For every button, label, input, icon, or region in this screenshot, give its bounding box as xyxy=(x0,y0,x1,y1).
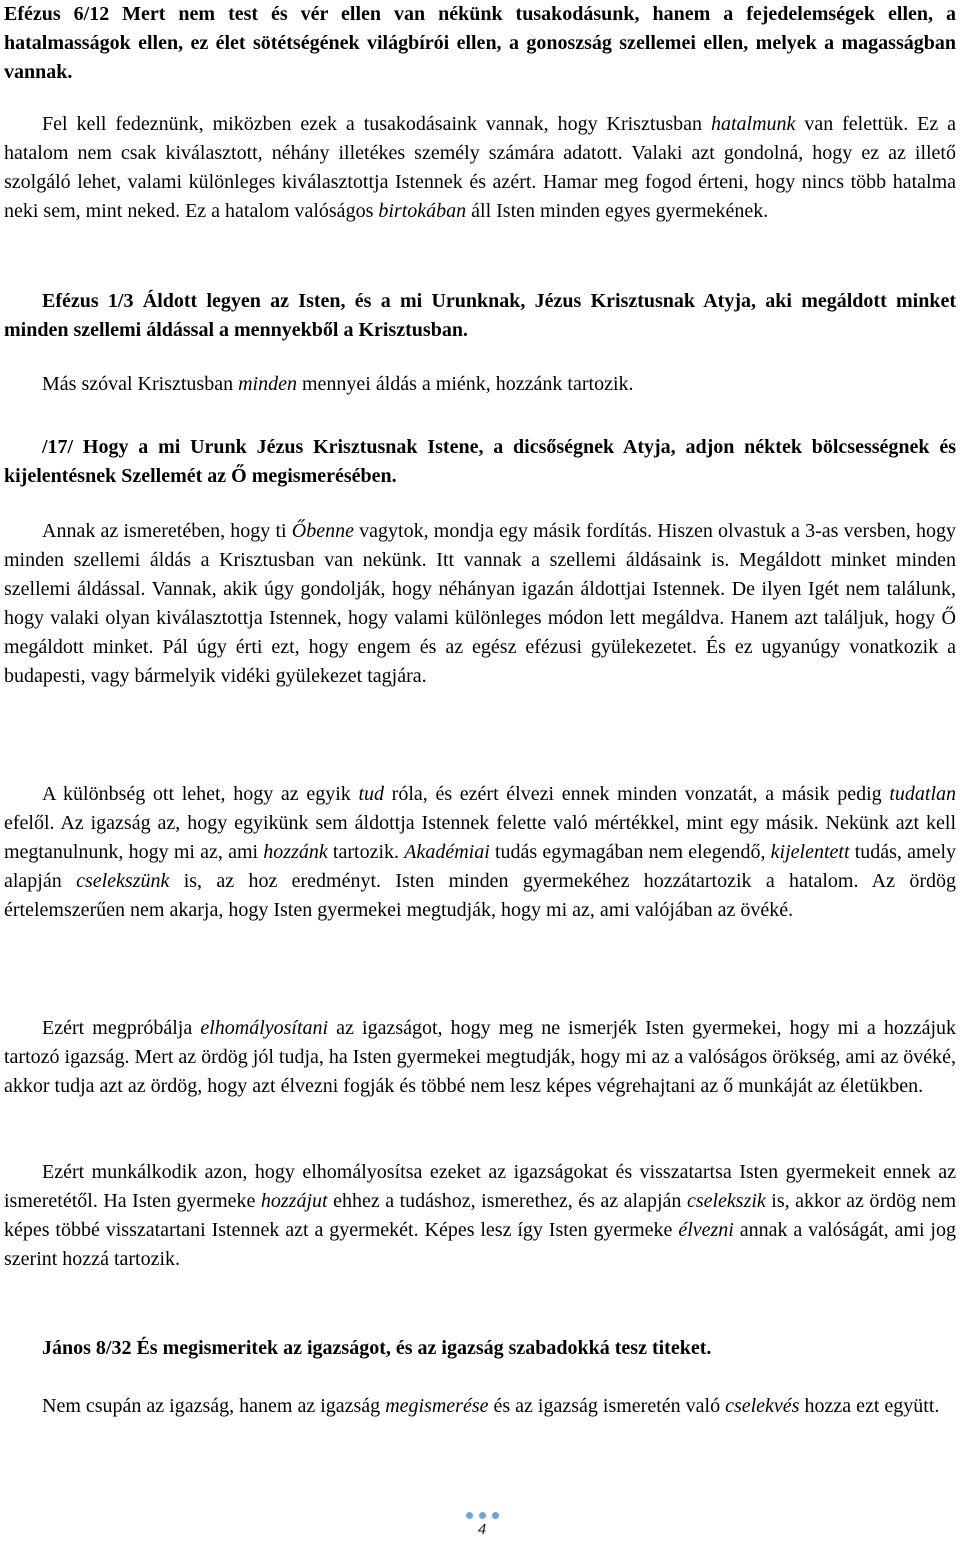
dot-icon xyxy=(479,1512,486,1519)
text-segment: tudás egymagában nem elegendő, xyxy=(489,841,771,863)
emphasis-text: cselekszünk xyxy=(76,870,170,892)
body-paragraph xyxy=(4,1014,956,1101)
emphasis-text: kijelentett xyxy=(770,841,850,863)
dot-icon xyxy=(492,1512,499,1519)
text-segment: is, akkor az ördög nem képes többé visszatartani Istennek azt a gyermekét. Képes lesz így Isten gyermeke xyxy=(4,1190,956,1241)
decorative-dots xyxy=(452,1512,512,1519)
emphasis-text: hozzánk xyxy=(263,841,328,863)
emphasis-text: birtokában xyxy=(378,200,467,222)
emphasis-text: hatalmunk xyxy=(710,113,796,135)
bible-quote-ephesians-1-3 xyxy=(4,287,956,345)
text-segment: áll Isten minden egyes gyermekének. xyxy=(466,200,769,222)
text-segment: Efézus 6/12 Mert nem test és vér ellen van nékünk tusakodásunk, hanem a fejedelemségek ellen, a hatalmasságok ellen, ez élet sötétségének világbírói ellen, a gonoszság szellemei ellen, melyek a magasságban vannak. xyxy=(4,3,956,83)
page-number: 4 xyxy=(477,1521,487,1538)
body-paragraph xyxy=(4,110,956,226)
emphasis-text: cselekvés xyxy=(725,1395,800,1417)
emphasis-text: Akadémiai xyxy=(404,841,490,863)
body-paragraph xyxy=(4,517,956,691)
text-segment: tartozik. xyxy=(327,841,405,863)
body-paragraph xyxy=(4,1392,956,1421)
bible-quote-john-8-32 xyxy=(4,1334,956,1363)
text-segment: mennyei áldás a miénk, hozzánk tartozik. xyxy=(296,373,634,395)
text-segment: Más szóval Krisztusban xyxy=(42,373,239,395)
bible-quote-verse-17 xyxy=(4,433,956,491)
body-paragraph xyxy=(4,370,956,399)
emphasis-text: megismerése xyxy=(385,1395,489,1417)
text-segment: Ezért munkálkodik azon, hogy elhomályosítsa ezeket az igazságokat és visszatartsa Isten gyermekeit ennek az ismeretétől. Ha Isten gyermeke xyxy=(4,1161,956,1212)
emphasis-text: Őbenne xyxy=(291,520,354,542)
text-segment: Ezért megpróbálja xyxy=(42,1017,201,1039)
emphasis-text: hozzájut xyxy=(260,1190,328,1212)
text-segment: Fel kell fedeznünk, miközben ezek a tusakodásaink vannak, hogy Krisztusban xyxy=(42,113,711,135)
text-segment: /17/ Hogy a mi Urunk Jézus Krisztusnak Istene, a dicsőségnek Atyja, adjon néktek bölcsességnek és kijelentésnek Szellemét az Ő megismerésében. xyxy=(4,436,956,487)
text-segment: róla, és ezért élvezi ennek minden vonzatát, a másik pedig xyxy=(384,783,890,805)
bible-quote-ephesians-6-12 xyxy=(4,0,956,87)
body-paragraph xyxy=(4,1158,956,1274)
text-segment: János 8/32 És megismeritek az igazságot, és az igazság szabadokká tesz titeket. xyxy=(42,1337,712,1359)
dot-icon xyxy=(466,1512,473,1519)
emphasis-text: élvezni xyxy=(678,1219,734,1241)
text-segment: ehhez a tudáshoz, ismerethez, és az alapján xyxy=(327,1190,687,1212)
text-segment: van felettük. Ez a hatalom nem csak kiválasztott, néhány illetékes személy számára adatott. Valaki azt gondolná, hogy ez az illető szolgáló lehet, valami különleges kiválasztottja Istennek és azért. Hamar meg fogod érteni, hogy nincs több hatalma neki sem, mint neked. Ez a hatalom valóságos xyxy=(4,113,956,222)
emphasis-text: tudatlan xyxy=(889,783,956,805)
text-segment: Nem csupán az igazság, hanem az igazság xyxy=(42,1395,386,1417)
text-segment: tudás, amely alapján xyxy=(4,841,956,892)
text-segment: Efézus 1/3 Áldott legyen az Isten, és a mi Urunknak, Jézus Krisztusnak Atyja, aki megáldott minket minden szellemi áldással a mennyekből a Krisztusban. xyxy=(4,290,956,341)
body-paragraph xyxy=(4,780,956,925)
text-segment: is, az hoz eredményt. Isten minden gyermekéhez hozzátartozik a hatalom. Az ördög értelemszerűen nem akarja, hogy Isten gyermekei megtudják, hogy mi az, ami valójában az övéké. xyxy=(4,870,956,921)
emphasis-text: cselekszik xyxy=(686,1190,766,1212)
text-segment: hozza ezt együtt. xyxy=(799,1395,940,1417)
text-segment: efelől. Az igazság az, hogy egyikünk sem áldottja Istennek felette való mértékkel, mint egy másik. Nekünk azt kell megtanulnunk, hogy mi az, ami xyxy=(4,812,956,863)
emphasis-text: elhomályosítani xyxy=(200,1017,329,1039)
emphasis-text: minden xyxy=(238,373,297,395)
text-segment: A különbség ott lehet, hogy az egyik xyxy=(42,783,359,805)
text-segment: annak a valóságát, ami jog szerint hozzá tartozik. xyxy=(4,1219,956,1270)
text-segment: és az igazság ismeretén való xyxy=(488,1395,726,1417)
text-segment: Annak az ismeretében, hogy ti xyxy=(42,520,292,542)
text-segment: vagytok, mondja egy másik fordítás. Hiszen olvastuk a 3-as versben, hogy minden szellemi áldás a Krisztusban van nekünk. Itt vannak a szellemi áldásaink is. Megáldott minket minden szellemi áldással. Vannak, akik úgy gondolják, hogy néhányan igazán áldottjai Istennek. De ilyen Igét nem találunk, hogy valaki olyan kiválasztottja Istennek, hogy valami különleges módon lett megáldva. Hanem azt találjuk, hogy Ő megáldott minket. Pál úgy érti ezt, hogy engem és az egész efézusi gyülekezetet. És ez ugyanúgy vonatkozik a budapesti, vagy bármelyik vidéki gyülekezet tagjára. xyxy=(4,520,956,687)
emphasis-text: tud xyxy=(358,783,384,805)
text-segment: az igazságot, hogy meg ne ismerjék Isten gyermekei, hogy mi a hozzájuk tartozó igazság. Mert az ördög jól tudja, ha Isten gyermekei megtudják, hogy mi az a valóságos örökség, ami az övéké, akkor tudja azt az ördög, hogy azt élvezni fogják és többé nem lesz képes végrehajtani az ő munkáját az életükben. xyxy=(4,1017,957,1097)
page-footer xyxy=(452,1512,512,1538)
